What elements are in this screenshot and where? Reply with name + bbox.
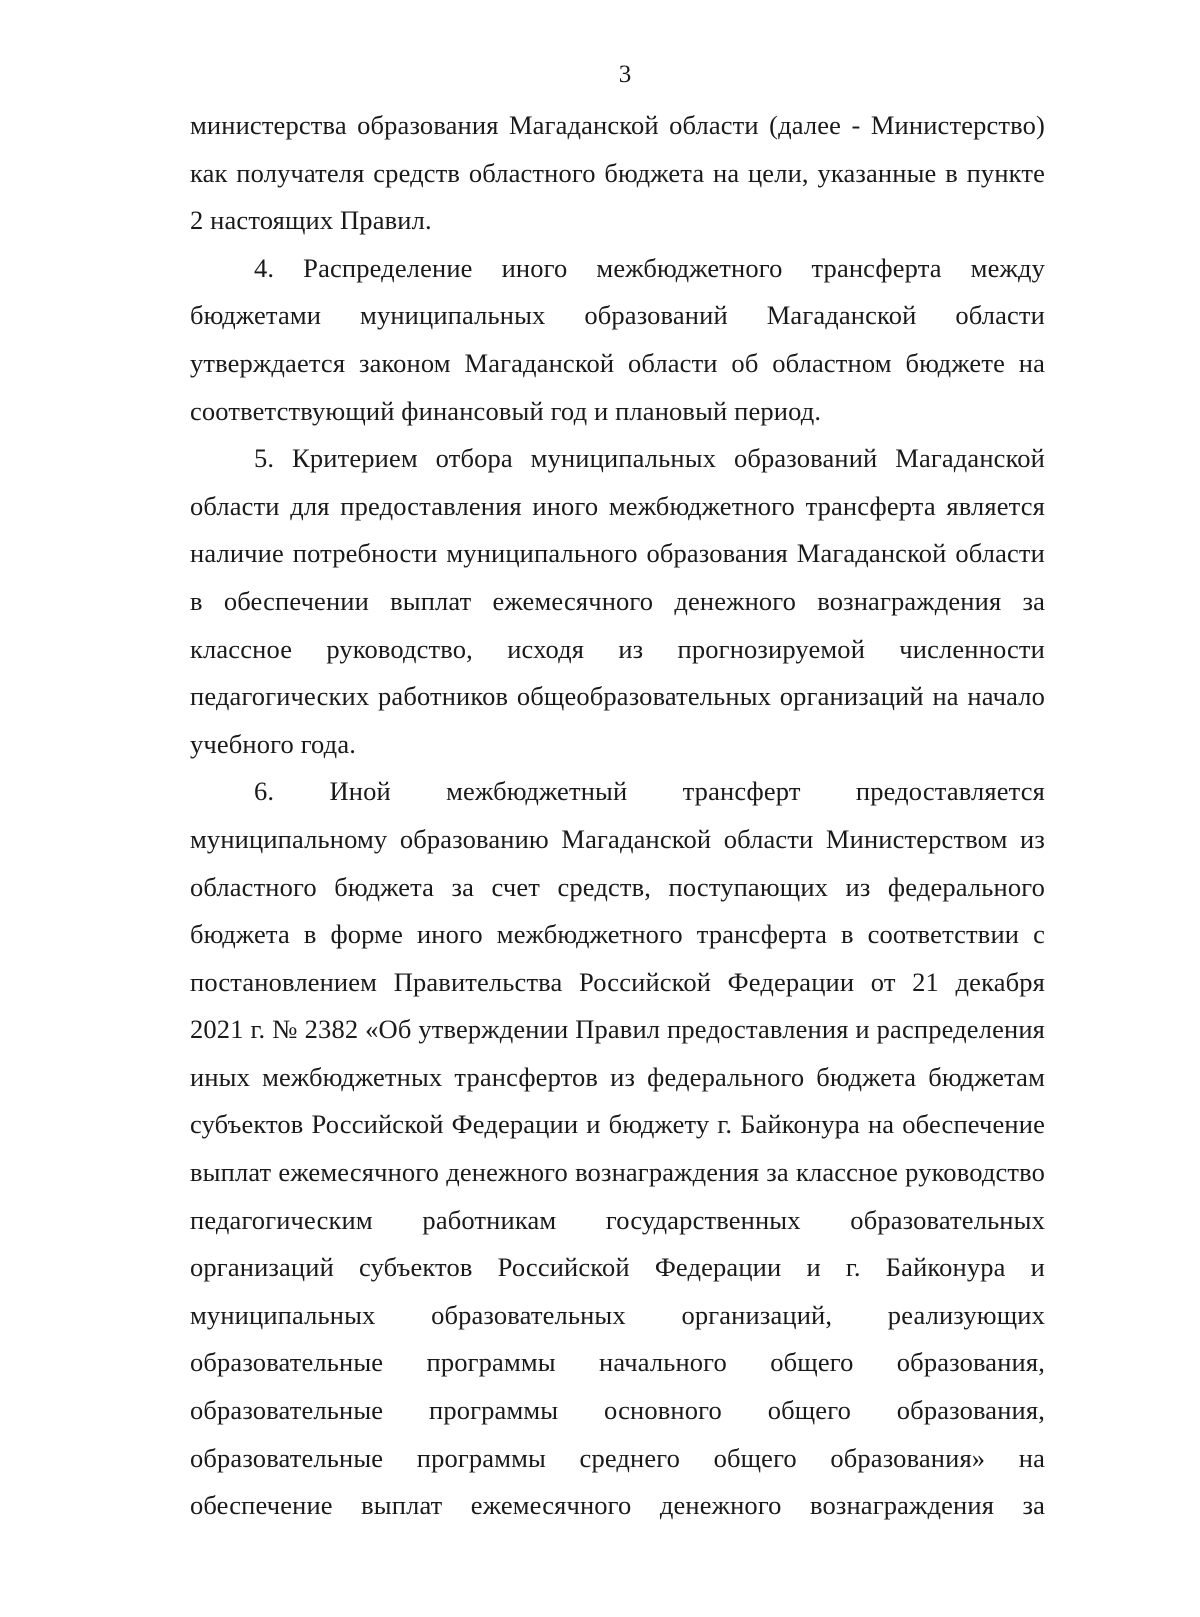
document-body (190, 102, 1045, 1530)
paragraph-item-5: 5. Критерием отбора муниципальных образований Магаданской области для предоставления иного межбюджетного трансферта является наличие потребности муниципального образования Магаданской области в обеспечении выплат ежемесячного денежного вознаграждения за классное руководство, исходя из прогнозируемой численности педагогических работников общеобразовательных организаций на начало учебного года. (190, 443, 1045, 759)
page-number: 3 (618, 61, 632, 88)
paragraph-continued-intro: министерства образования Магаданской области (далее - Министерство) как получателя средств областного бюджета на цели, указанные в пункте 2 настоящих Правил. (190, 110, 1045, 236)
paragraph-item-6: 6. Иной межбюджетный трансферт предоставляется муниципальному образованию Магаданской области Министерством из областного бюджета за счет средств, поступающих из федерального бюджета в форме иного межбюджетного трансферта в соответствии с постановлением Правительства Российской Федерации от 21 декабря 2021 г. № 2382 «Об утверждении Правил предоставления и распределения иных межбюджетных трансфертов из федерального бюджета бюджетам субъектов Российской Федерации и бюджету г. Байконура на обеспечение выплат ежемесячного денежного вознаграждения за классное руководство педагогическим работникам государственных образовательных организаций субъектов Российской Федерации и г. Байконура и муниципальных образовательных организаций, реализующих образовательные программы начального общего образования, образовательные программы основного общего образования, образовательные программы среднего общего образования» на обеспечение выплат ежемесячного денежного вознаграждения за (190, 776, 1045, 1521)
paragraph-item-4: 4. Распределение иного межбюджетного трансферта между бюджетами муниципальных образований Магаданской области утверждается законом Магаданской области об областном бюджете на соответствующий финансовый год и плановый период. (190, 252, 1045, 426)
